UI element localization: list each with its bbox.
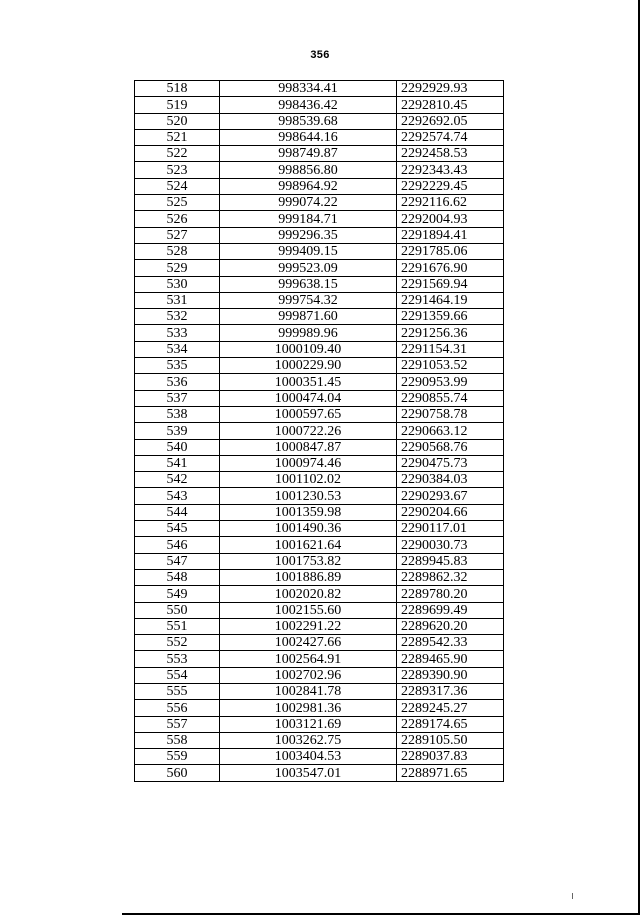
point-number-cell: 527 — [135, 227, 220, 243]
y-coordinate-cell — [397, 439, 504, 455]
x-coordinate-cell: 998539.68 — [220, 113, 397, 129]
point-number-cell: 523 — [135, 162, 220, 178]
y-coordinate-value: 2290117.01 — [401, 521, 467, 537]
x-coordinate-cell: 998644.16 — [220, 129, 397, 145]
x-coordinate-cell: 999754.32 — [220, 292, 397, 308]
y-coordinate-cell — [397, 716, 504, 732]
y-coordinate-cell — [397, 390, 504, 406]
y-coordinate-cell — [397, 406, 504, 422]
y-coordinate-cell — [397, 602, 504, 618]
table-row — [135, 358, 504, 374]
y-coordinate-value: 2291569.94 — [401, 276, 468, 292]
y-coordinate-value: 2292004.93 — [401, 211, 468, 227]
table-row — [135, 113, 504, 129]
y-coordinate-cell — [397, 765, 504, 781]
table-row — [135, 178, 504, 194]
x-coordinate-cell: 1000722.26 — [220, 423, 397, 439]
y-coordinate-value: 2292929.93 — [401, 81, 468, 97]
point-number-cell: 559 — [135, 749, 220, 765]
y-coordinate-cell — [397, 178, 504, 194]
y-coordinate-cell — [397, 97, 504, 113]
point-number-cell: 522 — [135, 146, 220, 162]
x-coordinate-cell: 1002155.60 — [220, 602, 397, 618]
point-number-cell: 542 — [135, 472, 220, 488]
x-coordinate-cell: 1002981.36 — [220, 700, 397, 716]
point-number-cell: 548 — [135, 569, 220, 585]
table-row — [135, 732, 504, 748]
y-coordinate-value: 2290475.73 — [401, 456, 468, 472]
x-coordinate-cell: 1001359.98 — [220, 504, 397, 520]
y-coordinate-value: 2290953.99 — [401, 374, 468, 390]
point-number-cell: 536 — [135, 374, 220, 390]
point-number-cell: 545 — [135, 521, 220, 537]
y-coordinate-cell — [397, 569, 504, 585]
x-coordinate-cell: 1002020.82 — [220, 586, 397, 602]
y-coordinate-value: 2289174.65 — [401, 716, 468, 732]
x-coordinate-cell: 1001490.36 — [220, 521, 397, 537]
point-number-cell: 520 — [135, 113, 220, 129]
x-coordinate-cell: 1001102.02 — [220, 472, 397, 488]
y-coordinate-cell — [397, 276, 504, 292]
y-coordinate-value: 2289317.36 — [401, 684, 468, 700]
point-number-cell: 529 — [135, 260, 220, 276]
point-number-cell: 530 — [135, 276, 220, 292]
y-coordinate-cell — [397, 700, 504, 716]
y-coordinate-value: 2291359.66 — [401, 309, 468, 325]
point-number-cell: 538 — [135, 406, 220, 422]
point-number-cell: 554 — [135, 667, 220, 683]
table-row — [135, 406, 504, 422]
x-coordinate-cell: 1002427.66 — [220, 635, 397, 651]
table-row — [135, 455, 504, 471]
x-coordinate-cell: 1003547.01 — [220, 765, 397, 781]
y-coordinate-value: 2289862.32 — [401, 570, 468, 586]
table-row — [135, 292, 504, 308]
x-coordinate-cell: 1001621.64 — [220, 537, 397, 553]
x-coordinate-cell: 1001230.53 — [220, 488, 397, 504]
y-coordinate-value: 2290293.67 — [401, 488, 468, 504]
point-number-cell: 547 — [135, 553, 220, 569]
table-row — [135, 504, 504, 520]
x-coordinate-cell: 1001753.82 — [220, 553, 397, 569]
y-coordinate-cell — [397, 129, 504, 145]
table-row — [135, 81, 504, 97]
y-coordinate-value: 2292810.45 — [401, 97, 468, 113]
y-coordinate-cell — [397, 423, 504, 439]
y-coordinate-value: 2292116.62 — [401, 195, 467, 211]
table-row — [135, 488, 504, 504]
y-coordinate-cell — [397, 374, 504, 390]
point-number-cell: 519 — [135, 97, 220, 113]
point-number-cell: 532 — [135, 309, 220, 325]
x-coordinate-cell: 1002702.96 — [220, 667, 397, 683]
table-row — [135, 618, 504, 634]
y-coordinate-cell — [397, 243, 504, 259]
point-number-cell: 551 — [135, 618, 220, 634]
table-row — [135, 700, 504, 716]
point-number-cell: 533 — [135, 325, 220, 341]
y-coordinate-value: 2290855.74 — [401, 390, 468, 406]
table-row — [135, 439, 504, 455]
point-number-cell: 528 — [135, 243, 220, 259]
y-coordinate-value: 2288971.65 — [401, 765, 468, 781]
point-number-cell: 537 — [135, 390, 220, 406]
point-number-cell: 546 — [135, 537, 220, 553]
y-coordinate-cell — [397, 81, 504, 97]
table-row — [135, 716, 504, 732]
y-coordinate-cell — [397, 553, 504, 569]
y-coordinate-value: 2290384.03 — [401, 472, 468, 488]
point-number-cell: 518 — [135, 81, 220, 97]
y-coordinate-cell — [397, 683, 504, 699]
point-number-cell: 558 — [135, 732, 220, 748]
point-number-cell: 541 — [135, 455, 220, 471]
point-number-cell: 531 — [135, 292, 220, 308]
y-coordinate-value: 2291256.36 — [401, 325, 468, 341]
x-coordinate-cell: 999989.96 — [220, 325, 397, 341]
table-row — [135, 341, 504, 357]
y-coordinate-value: 2292343.43 — [401, 162, 468, 178]
y-coordinate-value: 2292458.53 — [401, 146, 468, 162]
page-number: 356 — [310, 49, 330, 61]
x-coordinate-cell: 999523.09 — [220, 260, 397, 276]
y-coordinate-cell — [397, 309, 504, 325]
x-coordinate-cell: 1000351.45 — [220, 374, 397, 390]
table-row — [135, 586, 504, 602]
table-row — [135, 553, 504, 569]
point-number-cell: 525 — [135, 195, 220, 211]
y-coordinate-cell — [397, 455, 504, 471]
table-row — [135, 472, 504, 488]
point-number-cell: 556 — [135, 700, 220, 716]
point-number-cell: 534 — [135, 341, 220, 357]
y-coordinate-value: 2292229.45 — [401, 179, 468, 195]
x-coordinate-cell: 1003121.69 — [220, 716, 397, 732]
point-number-cell: 553 — [135, 651, 220, 667]
x-coordinate-cell: 1003262.75 — [220, 732, 397, 748]
y-coordinate-cell — [397, 488, 504, 504]
x-coordinate-cell: 1000229.90 — [220, 358, 397, 374]
x-coordinate-cell: 999638.15 — [220, 276, 397, 292]
x-coordinate-cell: 1002564.91 — [220, 651, 397, 667]
table-row — [135, 423, 504, 439]
y-coordinate-value: 2289542.33 — [401, 635, 468, 651]
point-number-cell: 526 — [135, 211, 220, 227]
table-row — [135, 537, 504, 553]
point-number-cell: 550 — [135, 602, 220, 618]
coordinate-table — [134, 80, 504, 782]
y-coordinate-value: 2291894.41 — [401, 227, 468, 243]
y-coordinate-value: 2289945.83 — [401, 553, 468, 569]
y-coordinate-value: 2291053.52 — [401, 358, 468, 374]
y-coordinate-value: 2290663.12 — [401, 423, 468, 439]
table-row — [135, 635, 504, 651]
point-number-cell: 540 — [135, 439, 220, 455]
x-coordinate-cell: 999296.35 — [220, 227, 397, 243]
point-number-cell: 544 — [135, 504, 220, 520]
point-number-cell: 521 — [135, 129, 220, 145]
x-coordinate-cell: 998964.92 — [220, 178, 397, 194]
point-number-cell: 555 — [135, 683, 220, 699]
table-row — [135, 146, 504, 162]
x-coordinate-cell: 998749.87 — [220, 146, 397, 162]
y-coordinate-value: 2289037.83 — [401, 749, 468, 765]
table-row — [135, 749, 504, 765]
table-row — [135, 651, 504, 667]
table-row — [135, 569, 504, 585]
point-number-cell: 549 — [135, 586, 220, 602]
x-coordinate-cell: 998436.42 — [220, 97, 397, 113]
x-coordinate-cell: 1002841.78 — [220, 683, 397, 699]
table-row — [135, 243, 504, 259]
table-row — [135, 602, 504, 618]
table-row — [135, 129, 504, 145]
y-coordinate-cell — [397, 211, 504, 227]
table-row — [135, 227, 504, 243]
y-coordinate-value: 2289390.90 — [401, 667, 468, 683]
point-number-cell: 560 — [135, 765, 220, 781]
x-coordinate-cell: 998856.80 — [220, 162, 397, 178]
table-row — [135, 195, 504, 211]
table-row — [135, 162, 504, 178]
x-coordinate-cell: 999409.15 — [220, 243, 397, 259]
y-coordinate-cell — [397, 586, 504, 602]
y-coordinate-cell — [397, 732, 504, 748]
y-coordinate-value: 2290030.73 — [401, 537, 468, 553]
table-row — [135, 260, 504, 276]
y-coordinate-value: 2289105.50 — [401, 733, 468, 749]
table-row — [135, 683, 504, 699]
y-coordinate-value: 2290568.76 — [401, 439, 468, 455]
point-number-cell: 524 — [135, 178, 220, 194]
point-number-cell: 539 — [135, 423, 220, 439]
y-coordinate-cell — [397, 504, 504, 520]
y-coordinate-cell — [397, 341, 504, 357]
x-coordinate-cell: 1000597.65 — [220, 406, 397, 422]
y-coordinate-cell — [397, 227, 504, 243]
x-coordinate-cell: 1003404.53 — [220, 749, 397, 765]
y-coordinate-value: 2291676.90 — [401, 260, 468, 276]
y-coordinate-value: 2289699.49 — [401, 602, 468, 618]
y-coordinate-value: 2289465.90 — [401, 651, 468, 667]
x-coordinate-cell: 1000109.40 — [220, 341, 397, 357]
table-row — [135, 390, 504, 406]
x-coordinate-cell: 999184.71 — [220, 211, 397, 227]
x-coordinate-cell: 1000974.46 — [220, 455, 397, 471]
table-row — [135, 309, 504, 325]
y-coordinate-value: 2291464.19 — [401, 293, 468, 309]
y-coordinate-cell — [397, 537, 504, 553]
point-number-cell: 552 — [135, 635, 220, 651]
point-number-cell: 557 — [135, 716, 220, 732]
y-coordinate-cell — [397, 162, 504, 178]
y-coordinate-cell — [397, 113, 504, 129]
table-row — [135, 765, 504, 781]
y-coordinate-cell — [397, 635, 504, 651]
y-coordinate-value: 2291785.06 — [401, 244, 468, 260]
table-row — [135, 97, 504, 113]
table-row — [135, 667, 504, 683]
y-coordinate-value: 2290204.66 — [401, 505, 468, 521]
y-coordinate-cell — [397, 260, 504, 276]
x-coordinate-cell: 999871.60 — [220, 309, 397, 325]
x-coordinate-cell: 999074.22 — [220, 195, 397, 211]
y-coordinate-cell — [397, 651, 504, 667]
y-coordinate-cell — [397, 618, 504, 634]
y-coordinate-cell — [397, 292, 504, 308]
table-row — [135, 374, 504, 390]
x-coordinate-cell: 1000474.04 — [220, 390, 397, 406]
table-body — [135, 81, 504, 782]
y-coordinate-value: 2290758.78 — [401, 407, 468, 423]
point-number-cell: 535 — [135, 358, 220, 374]
table-row — [135, 521, 504, 537]
x-coordinate-cell: 1001886.89 — [220, 569, 397, 585]
table-row — [135, 211, 504, 227]
y-coordinate-cell — [397, 358, 504, 374]
y-coordinate-cell — [397, 195, 504, 211]
table-row — [135, 276, 504, 292]
y-coordinate-cell — [397, 472, 504, 488]
y-coordinate-cell — [397, 749, 504, 765]
table-row — [135, 325, 504, 341]
x-coordinate-cell: 998334.41 — [220, 81, 397, 97]
scan-mark — [572, 893, 573, 899]
y-coordinate-value: 2291154.31 — [401, 342, 467, 358]
x-coordinate-cell: 1002291.22 — [220, 618, 397, 634]
y-coordinate-value: 2289620.20 — [401, 619, 468, 635]
y-coordinate-value: 2292574.74 — [401, 130, 468, 146]
point-number-cell: 543 — [135, 488, 220, 504]
y-coordinate-cell — [397, 146, 504, 162]
y-coordinate-cell — [397, 521, 504, 537]
y-coordinate-value: 2292692.05 — [401, 113, 468, 129]
x-coordinate-cell: 1000847.87 — [220, 439, 397, 455]
y-coordinate-cell — [397, 325, 504, 341]
y-coordinate-cell — [397, 667, 504, 683]
y-coordinate-value: 2289245.27 — [401, 700, 468, 716]
y-coordinate-value: 2289780.20 — [401, 586, 468, 602]
